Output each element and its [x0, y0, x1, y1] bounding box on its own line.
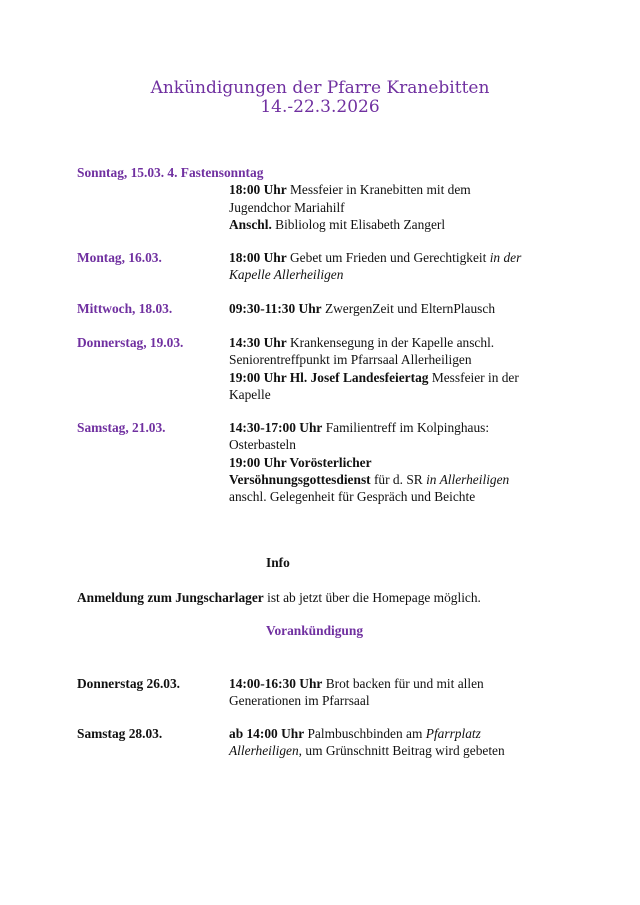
text-segment: 14:00-16:30 Uhr	[229, 676, 323, 691]
text-segment: 19:00 Uhr Vorösterlicher	[229, 454, 372, 470]
description-line	[229, 488, 574, 505]
event-day: Samstag 28.03.	[77, 726, 163, 741]
description-line	[229, 675, 574, 692]
description-line	[229, 436, 574, 453]
text-segment: Bibliolog mit Elisabeth Zangerl	[271, 216, 446, 232]
text-segment: Palmbuschbinden am	[304, 726, 426, 741]
text-segment: Pfarrplatz	[425, 726, 481, 741]
text-segment: anschl. Gelegenheit für Gespräch und Beichte	[229, 489, 476, 505]
text-segment: 18:00 Uhr	[229, 182, 287, 198]
preview-heading: Vorankündigung	[266, 623, 364, 638]
text-segment: Generationen im Pfarrsaal	[229, 693, 370, 709]
description-line	[229, 351, 574, 368]
description-line	[229, 692, 574, 709]
text-segment: für d. SR	[370, 471, 427, 487]
event-description	[229, 334, 574, 403]
text-segment: Familientreff im Kolpinghaus:	[322, 420, 490, 435]
text-segment: Jugendchor Mariahilf	[229, 199, 345, 215]
description-line	[229, 419, 574, 436]
text-segment: ab 14:00 Uhr	[229, 726, 305, 741]
text-segment: Anschl.	[229, 216, 272, 232]
text-segment: in Allerheiligen	[426, 471, 510, 487]
text-segment: Seniorentreffpunkt im Pfarrsaal Allerheiligen	[229, 352, 472, 368]
description-line	[229, 334, 574, 351]
description-line	[229, 471, 574, 488]
event-description	[229, 181, 574, 233]
event-day: Montag, 16.03.	[77, 250, 162, 265]
text-segment: 18:00 Uhr	[229, 250, 287, 265]
event-day: Sonntag, 15.03. 4. Fastensonntag	[77, 165, 264, 180]
text-segment: Messfeier in Kranebitten mit dem	[286, 182, 471, 198]
text-segment: , um Grünschnitt Beitrag wird gebeten	[298, 743, 505, 759]
description-line	[229, 742, 574, 759]
event-description	[229, 300, 574, 317]
description-line	[229, 199, 574, 216]
date-range: 14.-22.3.2026	[260, 97, 380, 117]
text-segment: 14:30-17:00 Uhr	[229, 420, 323, 435]
event-description	[229, 725, 574, 760]
text-segment: Brot backen für und mit allen	[322, 676, 484, 691]
page-title: Ankündigungen der Pfarre Kranebitten	[150, 78, 490, 98]
event-description	[229, 419, 574, 505]
description-line	[229, 369, 574, 386]
event-day: Donnerstag, 19.03.	[77, 335, 184, 350]
description-line	[229, 266, 574, 283]
event-day: Donnerstag 26.03.	[77, 676, 181, 691]
info-text	[77, 590, 481, 606]
description-line	[229, 386, 574, 403]
text-segment: Gebet um Frieden und Gerechtigkeit	[286, 250, 490, 265]
text-segment: Kapelle	[229, 386, 271, 402]
text-segment: ZwergenZeit und ElternPlausch	[321, 301, 496, 316]
event-day: Samstag, 21.03.	[77, 420, 166, 435]
text-segment: 09:30-11:30 Uhr	[229, 301, 322, 316]
info-text-bold: Anmeldung zum Jungscharlager	[77, 590, 264, 605]
description-line	[229, 181, 574, 198]
text-segment: Krankensegung in der Kapelle anschl.	[286, 335, 495, 350]
text-segment: 19:00 Uhr Hl. Josef Landesfeiertag	[229, 369, 429, 385]
text-segment: Osterbasteln	[229, 437, 296, 453]
event-day: Mittwoch, 18.03.	[77, 301, 173, 316]
text-segment: Allerheiligen	[229, 743, 299, 759]
text-segment: Kapelle Allerheiligen	[229, 267, 344, 283]
description-line	[229, 216, 574, 233]
text-segment: Messfeier in der	[428, 369, 519, 385]
description-line	[229, 725, 574, 742]
info-text-rest: ist ab jetzt über die Homepage möglich.	[263, 590, 481, 605]
info-heading: Info	[266, 555, 290, 570]
event-description	[229, 675, 574, 710]
event-description	[229, 249, 574, 284]
description-line	[229, 249, 574, 266]
description-line	[229, 454, 574, 471]
text-segment: in der	[489, 250, 522, 265]
description-line	[229, 300, 574, 317]
text-segment: Versöhnungsgottesdienst	[229, 471, 371, 487]
text-segment: 14:30 Uhr	[229, 335, 287, 350]
